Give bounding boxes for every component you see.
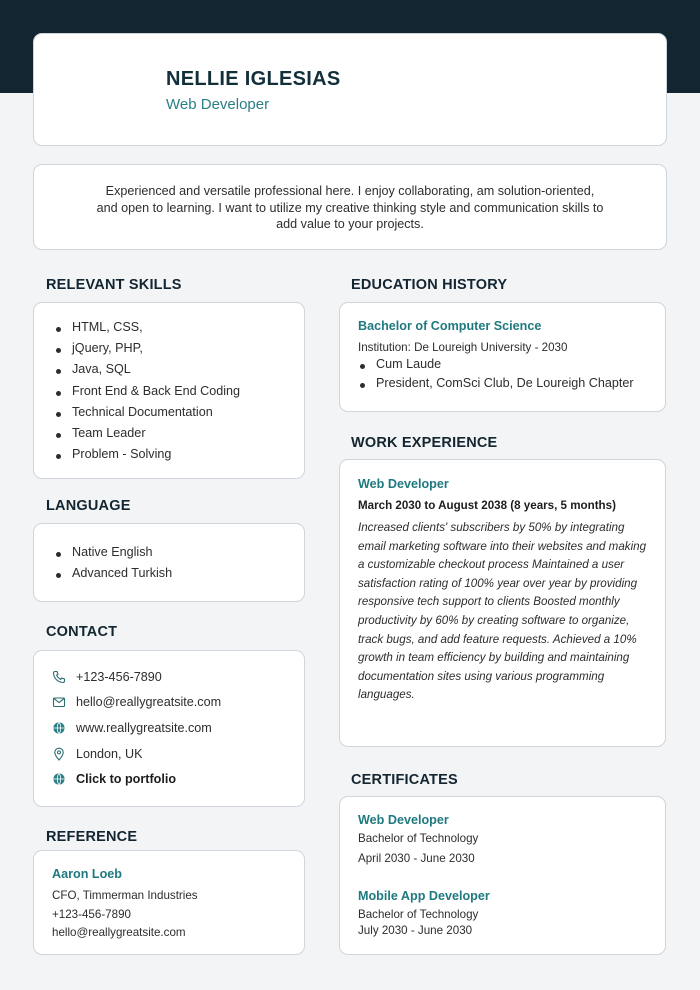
contact-card <box>33 650 305 807</box>
certificate-dates: April 2030 - June 2030 <box>358 852 475 865</box>
summary-text: Experienced and versatile professional here. I enjoy collaborating, am solution-oriented, and open to learning. I want to utilize my creative thinking style and communication skills to add value to your projects. <box>96 184 604 231</box>
language-item: Advanced Turkish <box>54 566 172 587</box>
work-heading: WORK EXPERIENCE <box>351 435 498 451</box>
language-heading: LANGUAGE <box>46 498 131 514</box>
globe-icon <box>52 772 66 786</box>
portfolio-link-text: Click to portfolio <box>76 772 177 786</box>
certificate-degree: Bachelor of Technology <box>358 908 479 921</box>
skill-item: Front End & Back End Coding <box>54 384 240 405</box>
skill-item: Java, SQL <box>54 362 240 383</box>
contact-location <box>52 744 143 764</box>
contact-location-text: London, UK <box>76 747 143 761</box>
language-list <box>54 545 172 587</box>
globe-icon <box>52 721 66 735</box>
skill-item: HTML, CSS, <box>54 320 240 341</box>
skill-item: Problem - Solving <box>54 447 240 468</box>
skill-item: Technical Documentation <box>54 405 240 426</box>
person-name: NELLIE IGLESIAS <box>166 68 341 90</box>
education-card <box>339 302 666 412</box>
summary-card <box>33 164 667 250</box>
reference-email: hello@reallygreatsite.com <box>52 926 186 939</box>
skills-heading: RELEVANT SKILLS <box>46 277 182 293</box>
portfolio-link[interactable] <box>52 769 176 789</box>
skills-card <box>33 302 305 479</box>
reference-position: CFO, Timmerman Industries <box>52 889 198 902</box>
certificates-heading: CERTIFICATES <box>351 772 458 788</box>
work-job-title: Web Developer <box>358 477 449 491</box>
reference-card <box>33 850 305 955</box>
education-item: President, ComSci Club, De Loureigh Chapter <box>358 376 634 395</box>
education-heading: EDUCATION HISTORY <box>351 277 508 293</box>
contact-phone <box>52 667 162 687</box>
contact-phone-text: +123-456-7890 <box>76 670 162 684</box>
certificate-dates: July 2030 - June 2030 <box>358 924 473 937</box>
language-item: Native English <box>54 545 172 566</box>
contact-heading: CONTACT <box>46 624 118 640</box>
certificates-card <box>339 796 666 955</box>
location-pin-icon <box>52 747 66 761</box>
contact-email-text: hello@reallygreatsite.com <box>76 695 222 709</box>
contact-email[interactable] <box>52 692 221 712</box>
certificate-name: Mobile App Developer <box>358 889 490 903</box>
email-icon <box>52 695 66 709</box>
work-card <box>339 459 666 747</box>
education-item: Cum Laude <box>358 357 634 376</box>
contact-website[interactable] <box>52 718 212 738</box>
work-period: March 2030 to August 2038 (8 years, 5 months) <box>358 499 616 512</box>
education-list <box>358 357 634 395</box>
certificate-degree: Bachelor of Technology <box>358 832 479 845</box>
reference-phone: +123-456-7890 <box>52 908 131 921</box>
education-institution: Institution: De Loureigh University - 2030 <box>358 341 568 354</box>
language-card <box>33 523 305 602</box>
skills-list <box>54 320 240 468</box>
work-description: Increased clients' subscribers by 50% by integrating email marketing software into their websites and making a customizable checkout process Maintained a user satisfaction rating of 100% year over year by providing responsive tech support to clients Boosted monthly productivity by 60% by creating software to organize, track bugs, and add feature requests. Achieved a 10% growth in team efficiency by building and maintaining documentation sites using various programming languages. <box>358 521 647 702</box>
person-role: Web Developer <box>166 96 270 113</box>
header-card <box>33 33 667 146</box>
reference-name: Aaron Loeb <box>52 867 122 881</box>
certificate-name: Web Developer <box>358 813 449 827</box>
skill-item: jQuery, PHP, <box>54 341 240 362</box>
reference-heading: REFERENCE <box>46 829 138 845</box>
education-degree: Bachelor of Computer Science <box>358 319 542 333</box>
contact-website-text: www.reallygreatsite.com <box>76 721 212 735</box>
phone-icon <box>52 670 66 684</box>
skill-item: Team Leader <box>54 426 240 447</box>
